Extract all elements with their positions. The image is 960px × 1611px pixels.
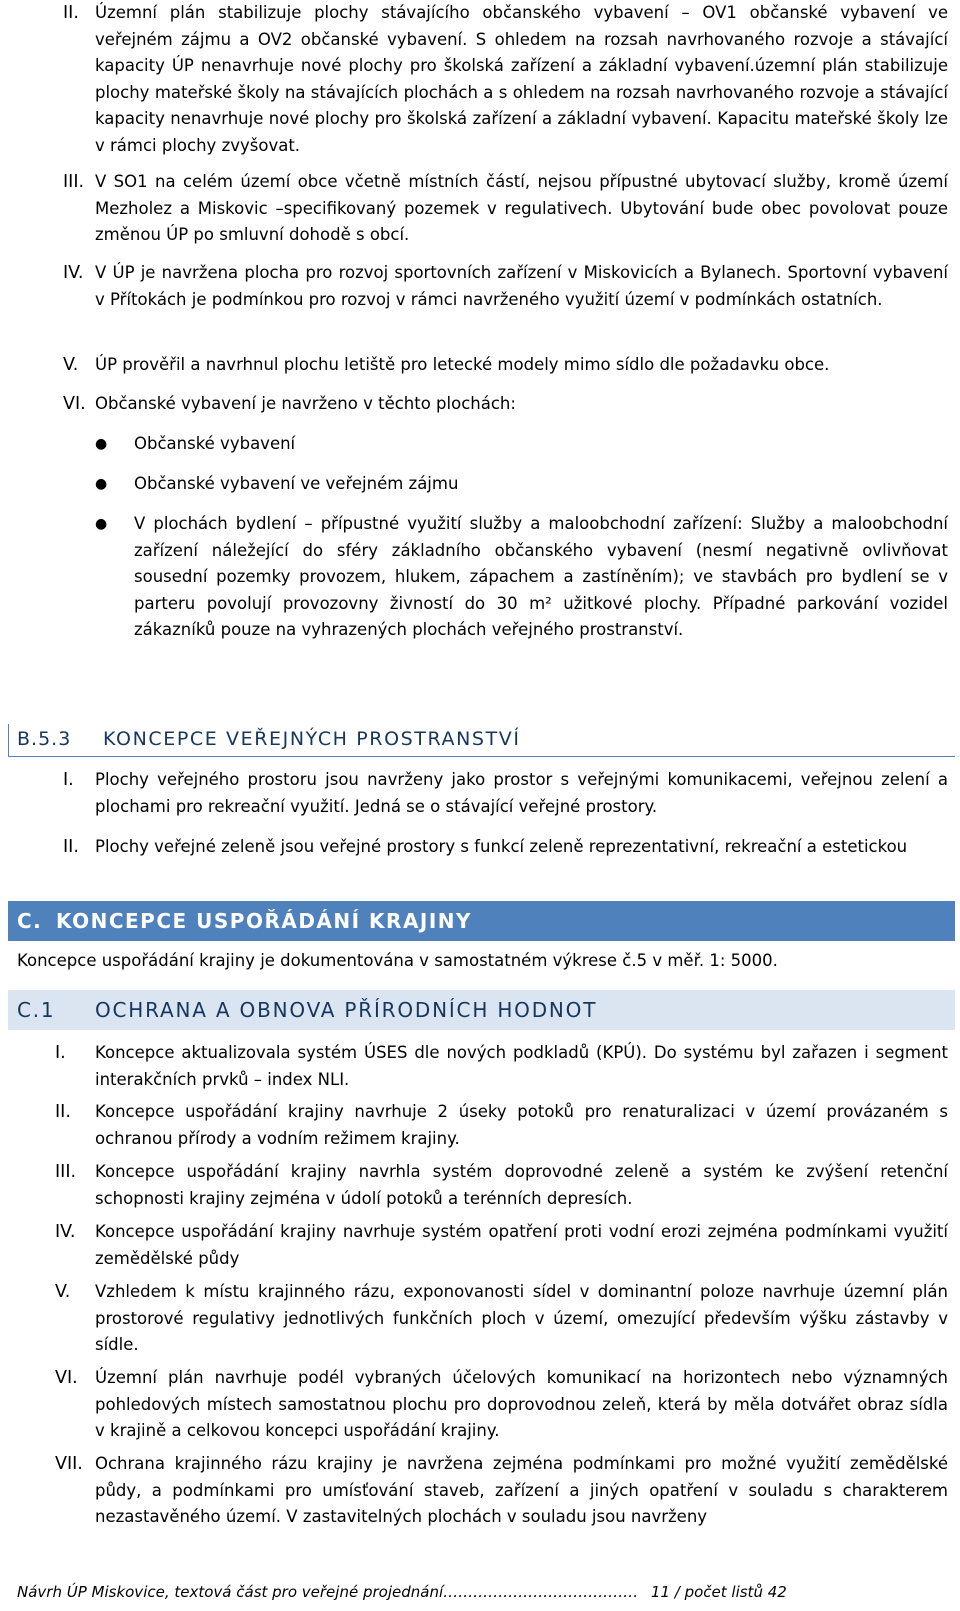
item-number: II. (55, 1102, 71, 1122)
item-number: I. (55, 1043, 66, 1063)
item-number: VI. (55, 1368, 78, 1388)
item-text: Plochy veřejného prostoru jsou navrženy jako prostor s veřejnými komunikacemi, veřejnou zelení a plochami pro rekreační využití. Jedná se o stávající veřejné prostory. (95, 770, 948, 816)
chapter-intro: Koncepce uspořádání krajiny je dokumentována v samostatném výkrese č.5 v měř. 1: 5000. (17, 951, 778, 970)
item-text: V SO1 na celém území obce včetně místních částí, nejsou přípustné ubytovací služby, kromě území Mezholez a Miskovic –specifikovaný pozemek v regulativech. Ubytování bude obec povolovat pouze změnou ÚP po smluvní dohodě s obcí. (95, 172, 948, 244)
item-text: Územní plán navrhuje podél vybraných účelových komunikací na horizontech nebo významných pohledových místech samostatnou plochu pro doprovodnou zeleň, která by měla dotvářet obraz sídla v krajině a celkovou koncepci uspořádání krajiny. (95, 1368, 948, 1440)
footer-page-number: 11 / počet listů 42 (650, 1583, 787, 1601)
item-text: Občanské vybavení je navrženo v těchto plochách: (95, 394, 516, 413)
section-heading-c1 (8, 990, 955, 1030)
item-text: Koncepce aktualizovala systém ÚSES dle nových podkladů (KPÚ). Do systému byl zařazen i segment interakčních prvků – index NLI. (95, 1043, 948, 1089)
item-text: Koncepce uspořádání krajiny navrhuje 2 úseky potoků pro renaturalizaci v území provázaném s ochranou přírody a vodním režimem krajiny. (95, 1102, 948, 1148)
item-text: Ochrana krajinného rázu krajiny je navržena zejména podmínkami pro možné využití zemědělské půdy, a podmínkami pro umísťování staveb, zařízení a jiných opatření v souladu s charakterem nezastavěného území. V zastavitelných plochách v souladu jsou navrženy (95, 1454, 948, 1526)
chapter-number: C. (17, 909, 43, 933)
item-number: V. (63, 355, 79, 375)
section-title: KONCEPCE VEŘEJNÝCH PROSTRANSTVÍ (103, 728, 521, 750)
section-number: C.1 (17, 998, 56, 1022)
item-number: V. (55, 1282, 71, 1302)
item-number: II. (63, 837, 79, 857)
item-number: VII. (55, 1454, 83, 1474)
section-heading-b53 (8, 724, 955, 757)
item-text: Územní plán stabilizuje plochy stávajícího občanského vybavení – OV1 občanské vybavení ve veřejném zájmu a OV2 občanské vybavení. S ohledem na rozsah navrhovaného rozvoje a stávající kapacity ÚP nenavrhuje nové plochy pro školská zařízení a základní vybavení.územní plán stabilizuje plochy mateřské školy na stávajících plochách a s ohledem na rozsah navrhovaného rozvoje a stávající kapacity nenavrhuje nové plochy pro školská zařízení a základní vybavení. Kapacitu mateřské školy lze v rámci plochy zvyšovat. (95, 3, 948, 155)
section-number: B.5.3 (17, 728, 72, 750)
item-text: ÚP prověřil a navrhnul plochu letiště pro letecké modely mimo sídlo dle požadavku obce. (95, 355, 830, 374)
item-text: V ÚP je navržena plocha pro rozvoj sportovních zařízení v Miskovicích a Bylanech. Sportovní vybavení v Přítokách je podmínkou pro rozvoj v rámci navrženého využití území v podmínkách ostatních. (95, 263, 948, 309)
item-number: II. (63, 3, 79, 23)
bullet-icon: ● (95, 516, 108, 532)
item-number: IV. (63, 263, 84, 283)
heading-rule (8, 724, 9, 756)
item-number: III. (55, 1162, 77, 1182)
item-text: Vzhledem k místu krajinného rázu, exponovanosti sídel v dominantní poloze navrhuje územní plán prostorové regulativy jednotlivých funkčních ploch v území, omezující především výšku zástavby v sídle. (95, 1282, 948, 1354)
bullet-text: V plochách bydlení – přípustné využití služby a maloobchodní zařízení: Služby a maloobchodní zařízení náležející do sféry základního občanského vybavení (nesmí negativně ovlivňovat sousední pozemky provozem, hlukem, zápachem a zastíněním); ve stavbách pro bydlení se v parteru povolují provozovny živností do 30 m² užitkové plochy. Případné parkování vozidel zákazníků pouze na vyhrazených plochách veřejného prostranství. (134, 514, 948, 639)
chapter-heading-c (8, 901, 955, 941)
bullet-text: Občanské vybavení ve veřejném zájmu (134, 474, 459, 493)
chapter-title: KONCEPCE USPOŘÁDÁNÍ KRAJINY (56, 909, 473, 933)
bullet-icon: ● (95, 436, 108, 452)
page-footer (17, 1581, 957, 1603)
footer-document-title: Návrh ÚP Miskovice, textová část pro veřejné projednání………………………………… (17, 1583, 639, 1601)
item-text: Plochy veřejné zeleně jsou veřejné prostory s funkcí zeleně reprezentativní, rekreační a estetickou (95, 837, 908, 856)
item-text: Koncepce uspořádání krajiny navrhla systém doprovodné zeleně a systém ke zvýšení retenční schopnosti krajiny zejména v údolí potoků a terénních depresích. (95, 1162, 948, 1208)
bullet-icon: ● (95, 476, 108, 492)
item-number: III. (63, 172, 85, 192)
item-number: VI. (63, 394, 86, 414)
item-number: I. (63, 770, 74, 790)
bullet-text: Občanské vybavení (134, 434, 296, 453)
item-number: IV. (55, 1222, 76, 1242)
section-title: OCHRANA A OBNOVA PŘÍRODNÍCH HODNOT (95, 998, 598, 1022)
item-text: Koncepce uspořádání krajiny navrhuje systém opatření proti vodní erozi zejména podmínkami využití zemědělské půdy (95, 1222, 948, 1268)
